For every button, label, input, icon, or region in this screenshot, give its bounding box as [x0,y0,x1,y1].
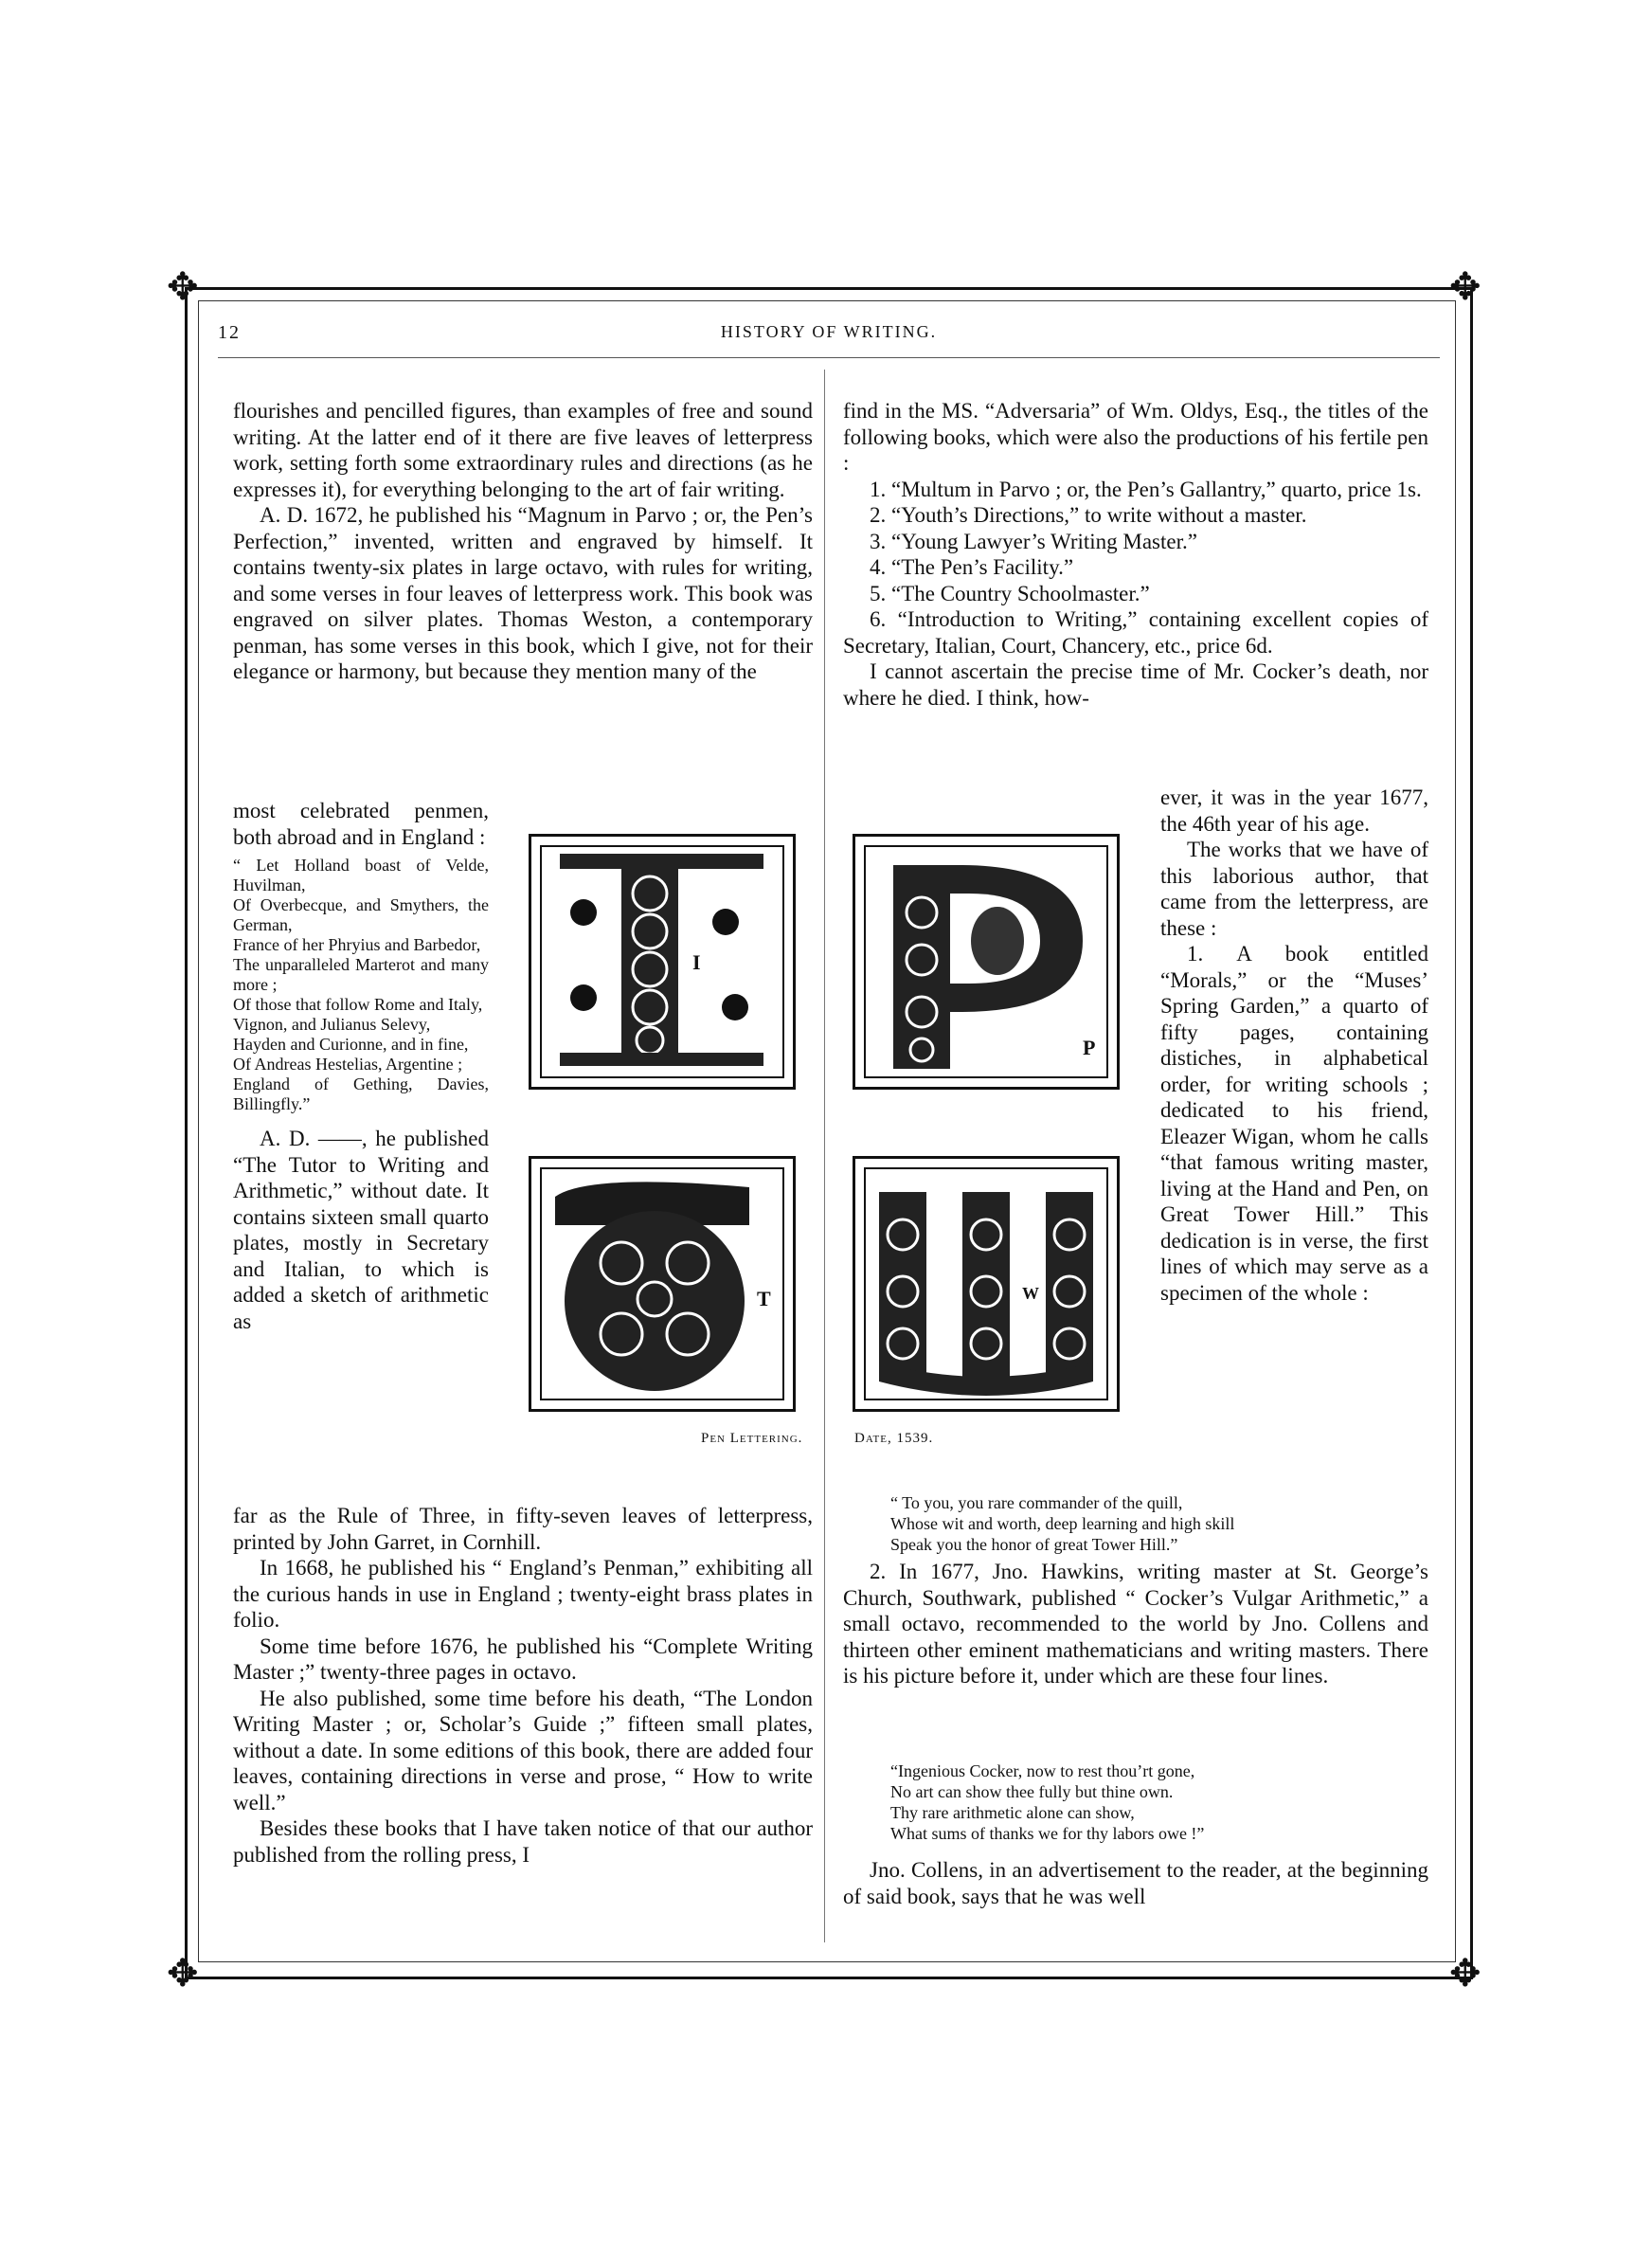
left-column-narrow [233,798,489,1334]
paragraph: I cannot ascertain the precise time of Mr. Cocker’s death, nor where he died. I think, how- [843,659,1428,710]
initial-letter-label: W [1022,1284,1039,1303]
list-item: 2. “Youth’s Directions,” to write without a master. [870,503,1307,527]
verse-line: No art can show thee fully but thine own. [890,1782,1174,1801]
verse-line: Of Overbecque, and Smythers, the German, [233,895,489,934]
decorated-initial-i [529,834,796,1090]
column-rule [824,370,825,1942]
verse-block-epitaph [890,1760,1421,1844]
paragraph: Jno. Collens, in an advertisement to the reader, at the beginning of said book, says that he was well [843,1858,1428,1908]
decorated-initial-p [853,834,1120,1090]
paragraph: Some time before 1676, he published his “Complete Writing Master ;” twenty-three pages in octavo. [233,1634,813,1684]
decorated-initial-w [853,1156,1120,1412]
paragraph: find in the MS. “Adversaria” of Wm. Oldys, Esq., the titles of the following books, which were also the productions of his fertile pen : [843,399,1428,475]
initial-letter-label: P [1083,1036,1096,1059]
figure-caption-right: Date, 1539. [854,1431,934,1446]
left-column-top [233,398,813,685]
figure-caption-left: Pen Lettering. [701,1431,803,1446]
list-item: 6. “Introduction to Writing,” containing excellent copies of Secretary, Italian, Court, Chancery, etc., price 6d. [843,607,1428,658]
paragraph: He also published, some time before his death, “The London Writing Master ; or, Scholar’s Guide ;” fifteen small plates, without a date. In some editions of this book, there are added four leaves, containing directions in verse and prose, “ How to write well.” [233,1686,813,1815]
paragraph: far as the Rule of Three, in fifty-seven leaves of letterpress, printed by John Garret, in Cornhill. [233,1504,813,1554]
running-head [218,322,1440,351]
right-column-top [843,398,1428,711]
verse-line: Of Andreas Hestelias, Argentine ; [233,1055,463,1074]
verse-line: “ To you, you rare commander of the quill, [890,1493,1183,1512]
corner-ornament-top-left: ✥ [167,265,199,308]
left-column-bottom [233,1503,813,1868]
corner-ornament-bottom-left: ✥ [167,1952,199,1995]
initial-letter-label: I [692,950,701,974]
paragraph: 1. A book entitled “Morals,” or the “Muses’ Spring Garden,” a quarto of fifty pages, containing distiches, in alphabetical order, for writing schools ; dedicated to his friend, Eleazer Wigan, whom he calls “that famous writing master, living at the Hand and Pen, on Great Tower Hill.” This dedication is in verse, the first lines of which may serve as a specimen of the whole : [1160,942,1428,1305]
list-item: 3. “Young Lawyer’s Writing Master.” [870,529,1197,553]
verse-line: “ Let Holland boast of Velde, Huvilman, [233,856,489,894]
verse-line: What sums of thanks we for thy labors owe !” [890,1824,1205,1843]
paragraph: In 1668, he published his “ England’s Penman,” exhibiting all the curious hands in use in England ; twenty-eight brass plates in folio. [233,1556,813,1632]
knotwork-letter-icon [531,1159,793,1409]
knotwork-letter-icon [531,837,793,1087]
paragraph: The works that we have of this laborious author, that came from the letterpress, are these : [1160,838,1428,940]
verse-line: France of her Phryius and Barbedor, [233,935,481,954]
paragraph: 2. In 1677, Jno. Hawkins, writing master at St. George’s Church, Southwark, published “ Cocker’s Vulgar Arithmetic,” a small octavo, recommended to the world by Jno. Collens and thirteen other eminent mathematicians and writing masters. There is his picture before it, under which are these four lines. [843,1560,1428,1688]
paragraph: Besides these books that I have taken notice of that our author published from the rolling press, I [233,1816,813,1867]
right-column-middle [843,1559,1428,1689]
verse-line: Thy rare arithmetic alone can show, [890,1803,1135,1822]
paragraph: A. D. 1672, he published his “Magnum in Parvo ; or, the Pen’s Perfection,” invented, written and engraved by himself. It contains twenty-six plates in large octavo, with rules for writing, and some verses in four leaves of letterpress work. This book was engraved on silver plates. Thomas Weston, a contemporary penman, has some verses in this book, which I give, not for their elegance or harmony, but because they mention many of the [233,503,813,683]
corner-ornament-top-right: ✥ [1449,265,1481,308]
decorated-initial-t [529,1156,796,1412]
right-column-bottom [843,1857,1428,1909]
verse-block-dedication [890,1492,1421,1555]
page-number: 12 [218,322,241,343]
corner-ornament-bottom-right: ✥ [1449,1952,1481,1995]
right-column-narrow [1160,785,1428,1306]
verse-line: Of those that follow Rome and Italy, [233,995,483,1014]
list-item: 4. “The Pen’s Facility.” [870,555,1074,579]
paragraph: most celebrated penmen, both abroad and in England : [233,799,489,849]
list-item: 1. “Multum in Parvo ; or, the Pen’s Gallantry,” quarto, price 1s. [870,477,1422,501]
verse-line: Vignon, and Julianus Selevy, [233,1015,431,1034]
verse-line: The unparalleled Marterot and many more ; [233,955,489,994]
verse-line: Speak you the honor of great Tower Hill.” [890,1535,1178,1554]
verse-line: Hayden and Curionne, and in fine, [233,1035,469,1054]
verse-block-penmen [233,856,489,1114]
verse-line: “Ingenious Cocker, now to rest thou’rt gone, [890,1761,1195,1780]
list-item: 5. “The Country Schoolmaster.” [870,581,1150,605]
header-rule [218,357,1440,358]
verse-line: England of Gething, Davies, Billingfly.” [233,1074,489,1113]
page-title: HISTORY OF WRITING. [720,322,938,341]
knotwork-letter-icon [855,1159,1117,1409]
paragraph: A. D. ——, he published “The Tutor to Writing and Arithmetic,” without date. It contains sixteen small quarto plates, mostly in Secretary and Italian, to which is added a sketch of arithmetic as [233,1127,489,1333]
verse-line: Whose wit and worth, deep learning and high skill [890,1514,1235,1533]
paragraph: ever, it was in the year 1677, the 46th year of his age. [1160,785,1428,836]
knotwork-letter-icon [855,837,1117,1087]
paragraph: flourishes and pencilled figures, than examples of free and sound writing. At the latter end of it there are five leaves of letterpress work, setting forth some extraordinary rules and directions (as he expresses it), for everything belonging to the art of fair writing. [233,399,813,501]
initial-letter-label: T [757,1287,771,1310]
